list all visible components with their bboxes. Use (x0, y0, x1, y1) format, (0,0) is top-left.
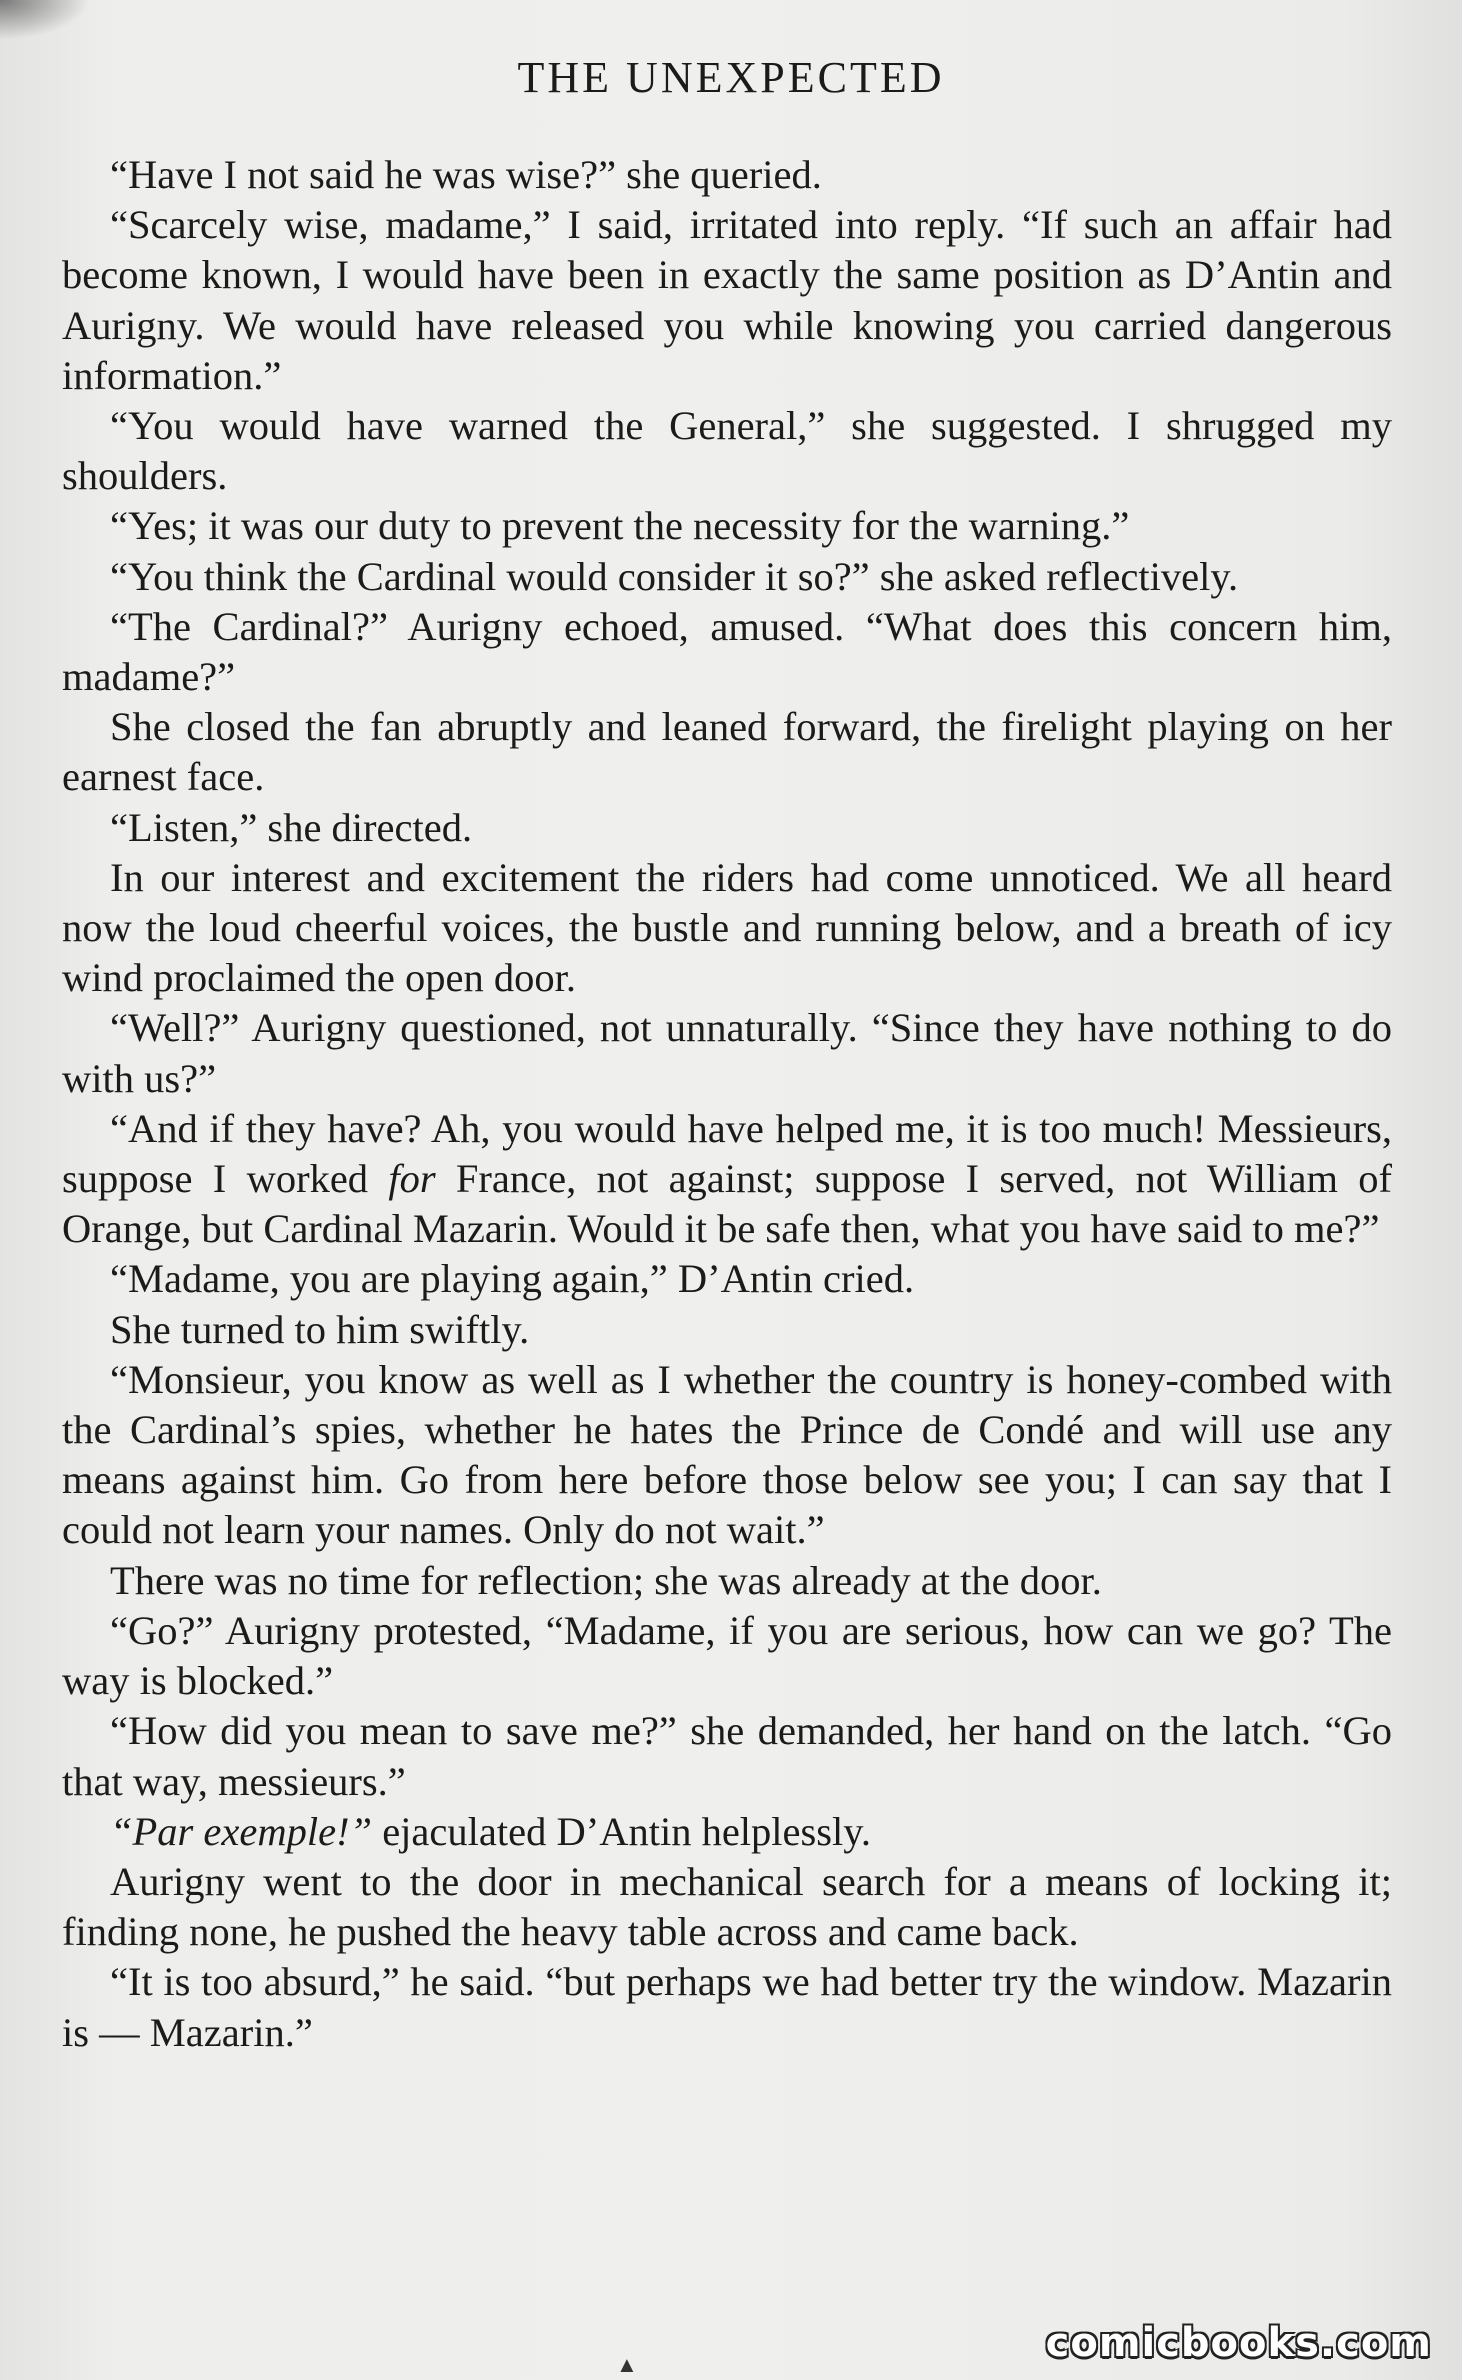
page-mark: ▲ (616, 2352, 638, 2377)
paragraph: “Monsieur, you know as well as I whether the country is honey-combed with the Cardinal’s spies, whether he hates the Prince de Condé and will use any means against him. Go from here before those below see you; I can say that I could not learn your names. Only do not wait.” (62, 1356, 1392, 1553)
scan-corner-shadow (0, 0, 90, 40)
paragraph: “Scarcely wise, madame,” I said, irritated into reply. “If such an affair had become known, I would have been in exactly the same position as D’Antin and Aurigny. We would have released you while knowing you carried dangerous information.” (62, 202, 1392, 398)
paragraph: “Have I not said he was wise?” she queried. (110, 152, 822, 197)
paragraph-text: ejaculated D’Antin helplessly. (372, 1808, 872, 1854)
paragraph: “Go?” Aurigny protested, “Madame, if you are serious, how can we go? The way is blocked.” (62, 1607, 1392, 1704)
paragraph (62, 1807, 1392, 1857)
paragraph-text: “And if they have? Ah, you would have helped me, it is too much! Messieurs, suppose I worked (62, 1105, 1392, 1202)
paragraph: “How did you mean to save me?” she demanded, her hand on the latch. “Go that way, messieurs.” (62, 1708, 1392, 1804)
running-head: THE UNEXPECTED (517, 53, 945, 102)
paragraph: She closed the fan abruptly and leaned forward, the firelight playing on her earnest face. (62, 704, 1392, 800)
emphasis: for (388, 1156, 436, 1202)
paragraph: In our interest and excitement the riders had come unnoticed. We all heard now the loud cheerful voices, the bustle and running below, and a breath of icy wind proclaimed the open door. (62, 854, 1392, 1001)
site-watermark: comicbooks.com (1045, 2320, 1432, 2366)
paragraph: “You would have warned the General,” she suggested. I shrugged my shoulders. (62, 403, 1392, 499)
paragraph: “Madame, you are playing again,” D’Antin cried. (110, 1256, 915, 1302)
paragraph: “Listen,” she directed. (110, 804, 473, 850)
paragraph: She turned to him swiftly. (110, 1306, 530, 1352)
paragraph-text: France, not against; suppose I served, not William of Orange, but Cardinal Mazarin. Would it be safe then, what you have said to me?” (62, 1156, 1392, 1252)
paragraph: “You think the Cardinal would consider it so?” she asked reflectively. (110, 553, 1239, 599)
body-text (62, 150, 1392, 2058)
paragraph (62, 1104, 1392, 1255)
paragraph: “Yes; it was our duty to prevent the necessity for the warning.” (110, 503, 1130, 549)
paragraph: “Well?” Aurigny questioned, not unnaturally. “Since they have nothing to do with us?” (62, 1005, 1392, 1101)
paragraph: “It is too absurd,” he said. “but perhaps we had better try the window. Mazarin is — Mazarin.” (62, 1959, 1392, 2055)
paragraph: Aurigny went to the door in mechanical search for a means of locking it; finding none, he pushed the heavy table across and came back. (62, 1858, 1392, 1955)
paragraph: There was no time for reflection; she was already at the door. (110, 1557, 1102, 1603)
emphasis: “Par exemple!” (110, 1808, 373, 1854)
paragraph: “The Cardinal?” Aurigny echoed, amused. “What does this concern him, madame?” (62, 603, 1392, 700)
